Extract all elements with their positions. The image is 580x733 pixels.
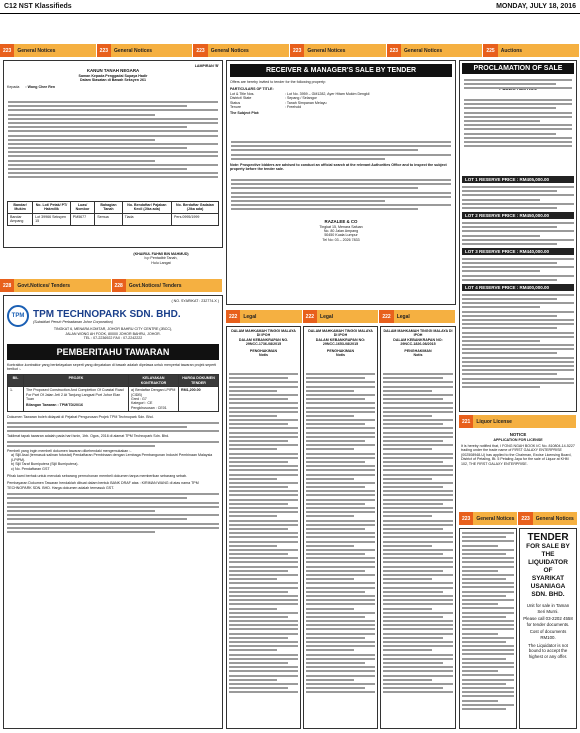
table-row: 1. The Proposed Construction And Completion Of Coastal Road For Part Of Jalan Jeti 2 At Tanjung Langsat Port Johor Elan Tuan Bilangan Tawaran : TPM/TD/20/16 a) Berdaftar Dengan LPIPM (CIDB) Gred : G7 Kategori : CE Pengkhususan : CE01 RM1,200.00 xyxy=(8,387,219,412)
category-header[interactable]: 222 Legal xyxy=(303,310,380,323)
table-row: Bandar Ampang Lot 39966 Seksyen 15 PM5677 Semua Tiada Pers.0995/1999 xyxy=(8,213,219,225)
tpm-tender-notice: ( NO. SYARIKAT : 232774-X ) TPM TPM TECHNOPARK SDN. BHD. (Subsidiari Penuh Perbadanan Johor Corporation) TINGKAT 6, MENARA KOMTAR, JOHOR BAHRU CITY CENTRE (JBCC), JALAN WONG AH FOOK, 80000 JOHOR BAHRU, JOHOR. TEL : 07-2236922 FAX : 07-2242222 PEMBERITAHU TAWARAN Kontraktor-kontraktor yang berkelayakan seperti yang dinyatakan di bawah adalah dipelawa untuk menyertai tawaran projek seperti berikut :- BIL PROJEK KELAYAKAN KONTRAKTOR HARGA DOKUMEN TENDER 1. The Proposed Construction And Completion Of Coastal Road For Part Of Jalan Jeti 2 At Tanjung Langsat Port Johor Elan Tuan Bilangan Tawaran : TPM/TD/20/16 a) Berdaftar Dengan LPIPM (CIDB) Gred : G7 Kategori : CE Pengkhususan : CE01 RM1,200.00 Dokumen Tawaran boleh didapati di Pejabat Pengurusan Projek TPM Technopark Sdn. Bhd. Taklimat tapak tawaran adalah pada hari Isnin, 1hb. Ogos, 2016 di alamat TPM Technopark Sdn. Bhd. Pembeli yang ingin membeli dokumen tawaran dikehendaki mengemukakan :- a) Sijil Asal (termasuk salinan fotostat) Pendaftaran Pembinaan dengan Lembaga Pembangunan Industri Pembinaan Malaysia (LPIPM). b) Sijil Taraf Bumiputera (Sijil Bumiputera). c) No. Pendaftaran GST Pihak kami berhak untuk menolak sebarang permohonan membeli dokumen tanpa memberikan sebarang sebab. Pembayaran Dokumen Tawaran hendaklah dibuat dalam bentuk BANK DRAF atas : KIRIMAN WANG di atas nama TPM TECHNOPARK SDN. BHD. Harga dokumen adalah termasuk GST. xyxy=(3,295,223,729)
govt-notice-bar xyxy=(0,279,223,292)
lot-header: LOT 2 RESERVE PRICE : RM450,000.00 xyxy=(462,212,574,219)
category-header[interactable]: 223 General Notices xyxy=(193,44,290,57)
masthead-left: C12 NST Klassifieds xyxy=(4,3,72,10)
masthead xyxy=(0,0,580,14)
category-header[interactable]: 223 General Notices xyxy=(97,44,194,57)
winding-up-notice xyxy=(459,528,517,729)
category-header[interactable]: 223 General Notices xyxy=(0,44,97,57)
kanun-signoff: (KHAIRUL FAHMI BIN MAHMUD) b.p Pentadbir Tanah, Hulu Langat xyxy=(133,252,189,265)
category-header[interactable]: 222 Legal xyxy=(379,310,456,323)
notice-subtitle: Dalam Siasatan di Bawah Seksyen 261 xyxy=(80,78,146,83)
legal-bar xyxy=(226,310,456,323)
kanun-tanah-notice xyxy=(3,60,223,248)
category-header[interactable]: 223 General Notices xyxy=(459,512,518,525)
category-header[interactable]: 225 Auctions xyxy=(483,44,580,57)
auction-title: PROCLAMATION OF SALE xyxy=(462,63,574,74)
lot-header: LOT 4 RESERVE PRICE : RM400,000.00 xyxy=(462,284,574,291)
kepada-label: Kepada xyxy=(7,84,20,89)
category-header[interactable]: 223 General Notices xyxy=(290,44,387,57)
liquidator-tender-notice: TENDER FOR SALE BY THE LIQUIDATOR OF SYARIKAT USANIAGA SDN. BHD. Unit for sale in Taman Seri Murni. Please call 03-2202 4558 for tender documents. Cost of documents RM100. The Liquidator is not bound to accept the highest or any offer. xyxy=(519,528,577,729)
lot-header: LOT 1 RESERVE PRICE : RM405,000.00 xyxy=(462,176,574,183)
category-header[interactable]: 222 Legal xyxy=(226,310,303,323)
category-header[interactable]: 223 General Notices xyxy=(518,512,577,525)
notice-title: KANUN TANAH NEGARA xyxy=(86,68,140,74)
legal-notice: DALAM MAHKAMAH TINGGI MALAYA DI IPOH DALAM KEBANKRAPAN NO: 29NCC-1826-08/2015 PENGHAKIMAN Notis xyxy=(380,326,456,729)
category-header[interactable]: 228 Govt.Notices/ Tenders xyxy=(0,279,112,292)
category-header[interactable]: 221 Liquor License xyxy=(459,415,577,428)
liquor-bar xyxy=(459,415,577,428)
proclamation-of-sale xyxy=(459,60,577,412)
tender-table: BIL PROJEK KELAYAKAN KONTRAKTOR HARGA DOKUMEN TENDER 1. The Proposed Construction And Completion Of Coastal Road For Part Of Jalan Jeti 2 At Tanjung Langsat Port Johor Elan Tuan Bilangan Tawaran : TPM/TD/20/16 a) Berdaftar Dengan LPIPM (CIDB) Gred : G7 Kategori : CE Pengkhususan : CE01 RM1,200.00 xyxy=(7,374,219,412)
general-notice-bar xyxy=(459,512,577,525)
kanun-table: Bandar/ Mukim No. Lot/ Petak/ PT/ Hakmilik Luas/ Nombor Bahagian Tanah No. Bendaftar/ Pajakan Kecil (Jika ada) No. Berdaftar Gadaian (Jika ada) Bandar Ampang Lot 39966 Seksyen 15 PM5677 Semua Tiada Pers.0995/1999 xyxy=(7,201,219,226)
notice-ref: LAMPIRAN 'B' xyxy=(194,64,219,68)
masthead-date: MONDAY, JULY 18, 2016 xyxy=(496,3,576,10)
category-header[interactable]: 228 Govt.Notices/ Tenders xyxy=(112,279,224,292)
category-header[interactable]: 223 General Notices xyxy=(387,44,484,57)
kepada-value: : Wong Chee Ren xyxy=(25,84,56,89)
tpm-logo: TPM xyxy=(7,305,29,327)
legal-notice: DALAM MAHKAMAH TINGGI MALAYA DI IPOH DALAM KEBANKRAPAN NO. 29NCC-1736-08/2015 PENGHAKIMAN Notis xyxy=(226,326,301,729)
lot-header: LOT 3 RESERVE PRICE : RM440,000.00 xyxy=(462,248,574,255)
receiver-sale-notice: RECEIVER & MANAGER'S SALE BY TENDER Offers are hereby invited to tender for the following property: PARTICULARS OF TITLE: Lot & Title Nos. : Lot No. 3959 – GM1282, Ayer Hitam Mukim Dengkil District/ State : Sepang / Selangor Status : Tanah Simpanan Melayu Tenure : Freehold The Subject Plot: Note: Prospective bidders are advised to conduct an official search at the relevant Authorities Office and to inspect the subject property before the tender sale. RAZALEE & CO Tingkat 15, Menara Safuan No. 80 Jalan Ampang 50450 Kuala Lumpur Tel No: 03 – 2026 7833 xyxy=(226,60,456,305)
receiver-title: RECEIVER & MANAGER'S SALE BY TENDER xyxy=(230,64,452,77)
liquor-license-notice: NOTICE APPLICATION FOR LICENSE It is hereby notified that, I FONG NGAH BOOK I/C No. 810804-14-5227 trading under the trade name of FIRST GALAXY ENTERPRISE (002508948-U) has applied to the Chairman, Excise Licensing Board, District of Petaling, Bt. 5 Petaling Jaya for the sale of Liquor at KHM 102, THE FIRST GALAXY ENTERPRISE. xyxy=(461,432,575,466)
company-name: TPM TECHNOPARK SDN. BHD. xyxy=(33,308,181,320)
receiver-contact: RAZALEE & CO Tingkat 15, Menara Safuan No. 80 Jalan Ampang 50450 Kuala Lumpur Tel No: 03 – 2026 7833 xyxy=(319,219,363,242)
tpm-banner: PEMBERITAHU TAWARAN xyxy=(7,344,219,360)
legal-notice: DALAM MAHKAMAH TINGGI MALAYA DI IPOH DALAM KEBANKRAPAN NO: 29NCC-1653-08/2015 PENGHAKIMAN Notis xyxy=(303,326,378,729)
top-category-bar xyxy=(0,44,580,57)
notice-subtitle: Saman Kepada Penggadai Supaya Hadir xyxy=(78,74,148,78)
